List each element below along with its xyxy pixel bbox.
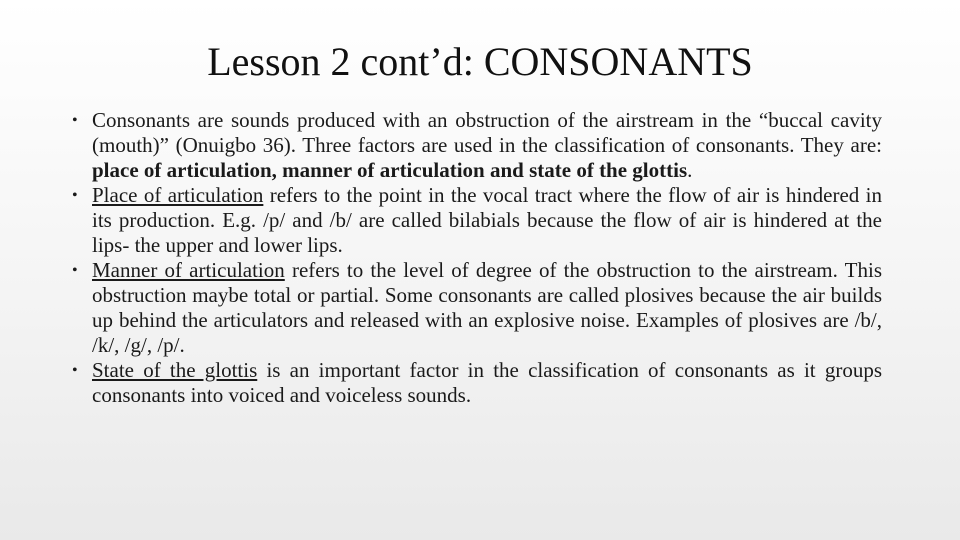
term-state-of-glottis: State of the glottis [92, 358, 258, 382]
slide-title: Lesson 2 cont’d: CONSONANTS [207, 39, 753, 84]
bullet-text: refers to the level of degree of the obstruction to the airstream. This obstruction maybe total or partial. Some consonants are called plosives because the air builds up behind the articulators and released with an explosive noise. Examples of plosives are /b/, /k/, /g/, /p/. [92, 258, 883, 357]
bullet-marker: • [72, 112, 78, 129]
bullet-marker: • [72, 362, 78, 379]
term-manner-of-articulation: Manner of articulation [92, 258, 285, 282]
bullet-list [72, 108, 882, 408]
bullet-marker: • [72, 262, 78, 279]
bullet-marker: • [72, 187, 78, 204]
bullet-emphasis: place of articulation, manner of articulation and state of the glottis [92, 158, 688, 182]
bullet-text: Consonants are sounds produced with an obstruction of the airstream in the “buccal cavity (mouth)” (Onuigbo 36). Three factors are used in the classification of consonants. They are: [92, 108, 882, 157]
bullet-definition [72, 108, 882, 183]
bullet-text: refers to the point in the vocal tract where the flow of air is hindered in its production. E.g. /p/ and /b/ are called bilabials because the flow of air is hindered at the lips- the upper and lower lips. [92, 183, 882, 257]
bullet-text: is an important factor in the classification of consonants as it groups consonants into voiced and voiceless sounds. [92, 358, 882, 407]
term-place-of-articulation: Place of articulation [92, 183, 264, 207]
bullet-manner-of-articulation [72, 258, 882, 358]
bullet-place-of-articulation [72, 183, 882, 258]
bullet-text-end: . [687, 158, 693, 182]
bullet-state-of-glottis [72, 358, 882, 408]
